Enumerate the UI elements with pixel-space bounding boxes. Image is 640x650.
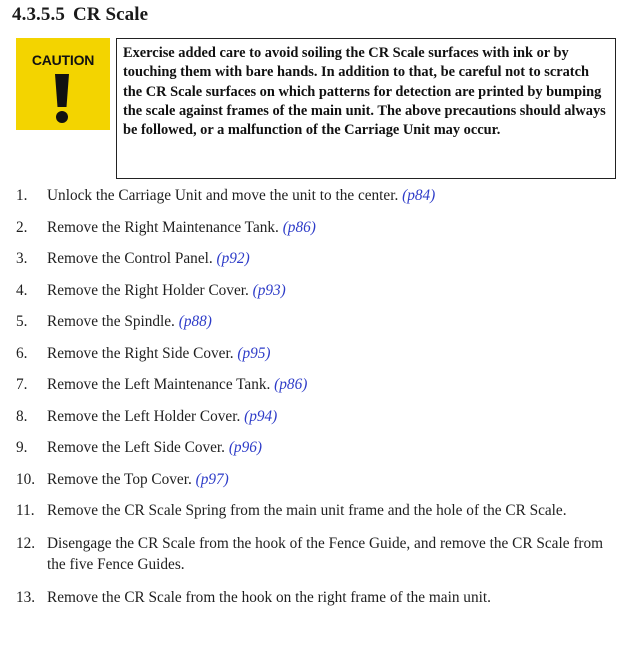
- step-text: Remove the Left Side Cover.: [47, 439, 225, 456]
- step-number: 12.: [16, 535, 36, 552]
- step-13: [0, 587, 620, 608]
- step-text: Remove the Right Holder Cover.: [47, 281, 249, 299]
- step-text: Remove the Left Maintenance Tank.: [47, 376, 271, 393]
- step-number: 10.: [16, 470, 36, 488]
- page-ref-link[interactable]: (p97): [195, 470, 229, 488]
- step-text: Remove the Right Side Cover.: [47, 344, 234, 362]
- step-8: [0, 406, 620, 427]
- page-ref-link[interactable]: (p88): [178, 313, 212, 330]
- page-ref-link[interactable]: (p93): [252, 281, 286, 299]
- step-number: 8.: [16, 407, 28, 425]
- page-ref-link[interactable]: (p84): [402, 187, 436, 204]
- step-9: [0, 437, 620, 458]
- step-number: 6.: [16, 344, 28, 362]
- step-text: Remove the Spindle.: [47, 313, 175, 330]
- page-ref-link[interactable]: (p86): [282, 218, 316, 236]
- step-number: 2.: [16, 218, 28, 236]
- step-text: Remove the CR Scale from the hook on the right frame of the main unit.: [47, 589, 491, 606]
- step-number: 3.: [16, 250, 28, 267]
- section-heading: [12, 4, 148, 26]
- page-ref-link[interactable]: (p94): [244, 407, 278, 425]
- step-number: 4.: [16, 281, 28, 299]
- exclamation-icon: [52, 74, 72, 124]
- caution-label: CAUTION: [31, 52, 95, 68]
- step-text: Remove the Top Cover.: [47, 470, 192, 488]
- caution-badge: [16, 38, 110, 130]
- step-text: Remove the Right Maintenance Tank.: [47, 218, 279, 236]
- page-ref-link[interactable]: (p95): [237, 344, 271, 362]
- page-ref-link[interactable]: (p92): [216, 250, 250, 267]
- caution-text: Exercise added care to avoid soiling the CR Scale surfaces with ink or by touching them with bare hands. In addition to that, be careful not to scratch the CR Scale surfaces on which patterns for detection are printed by bumping the scale against frames of the main unit. The above precautions should always be followed, or a malfunction of the Carriage Unit may occur.: [116, 38, 616, 179]
- step-2: [0, 217, 620, 238]
- step-text: Unlock the Carriage Unit and move the unit to the center.: [47, 187, 399, 204]
- step-7: [0, 374, 620, 395]
- page-ref-link[interactable]: (p86): [274, 376, 308, 393]
- step-text: Remove the CR Scale Spring from the main unit frame and the hole of the CR Scale.: [47, 502, 567, 519]
- step-12: [0, 533, 620, 575]
- step-number: 5.: [16, 313, 28, 330]
- step-10: [0, 469, 620, 490]
- step-4: [0, 280, 620, 301]
- procedure-steps: [0, 185, 620, 619]
- page-ref-link[interactable]: (p96): [228, 439, 262, 456]
- section-title: CR Scale: [72, 4, 149, 25]
- step-text: Remove the Control Panel.: [47, 250, 213, 267]
- step-number: 11.: [16, 502, 35, 519]
- step-11: [0, 500, 620, 521]
- step-3: [0, 248, 620, 269]
- step-number: 7.: [16, 376, 28, 393]
- step-text: Disengage the CR Scale from the hook of the Fence Guide, and remove the CR Scale from the five Fence Guides.: [47, 535, 604, 573]
- step-text: Remove the Left Holder Cover.: [47, 407, 241, 425]
- step-6: [0, 343, 620, 364]
- step-5: [0, 311, 620, 332]
- step-number: 9.: [16, 439, 28, 456]
- step-number: 1.: [16, 187, 28, 204]
- step-number: 13.: [16, 589, 36, 606]
- section-number: 4.3.5.5: [12, 4, 65, 25]
- caution-notice: [16, 38, 619, 181]
- step-1: [0, 185, 620, 206]
